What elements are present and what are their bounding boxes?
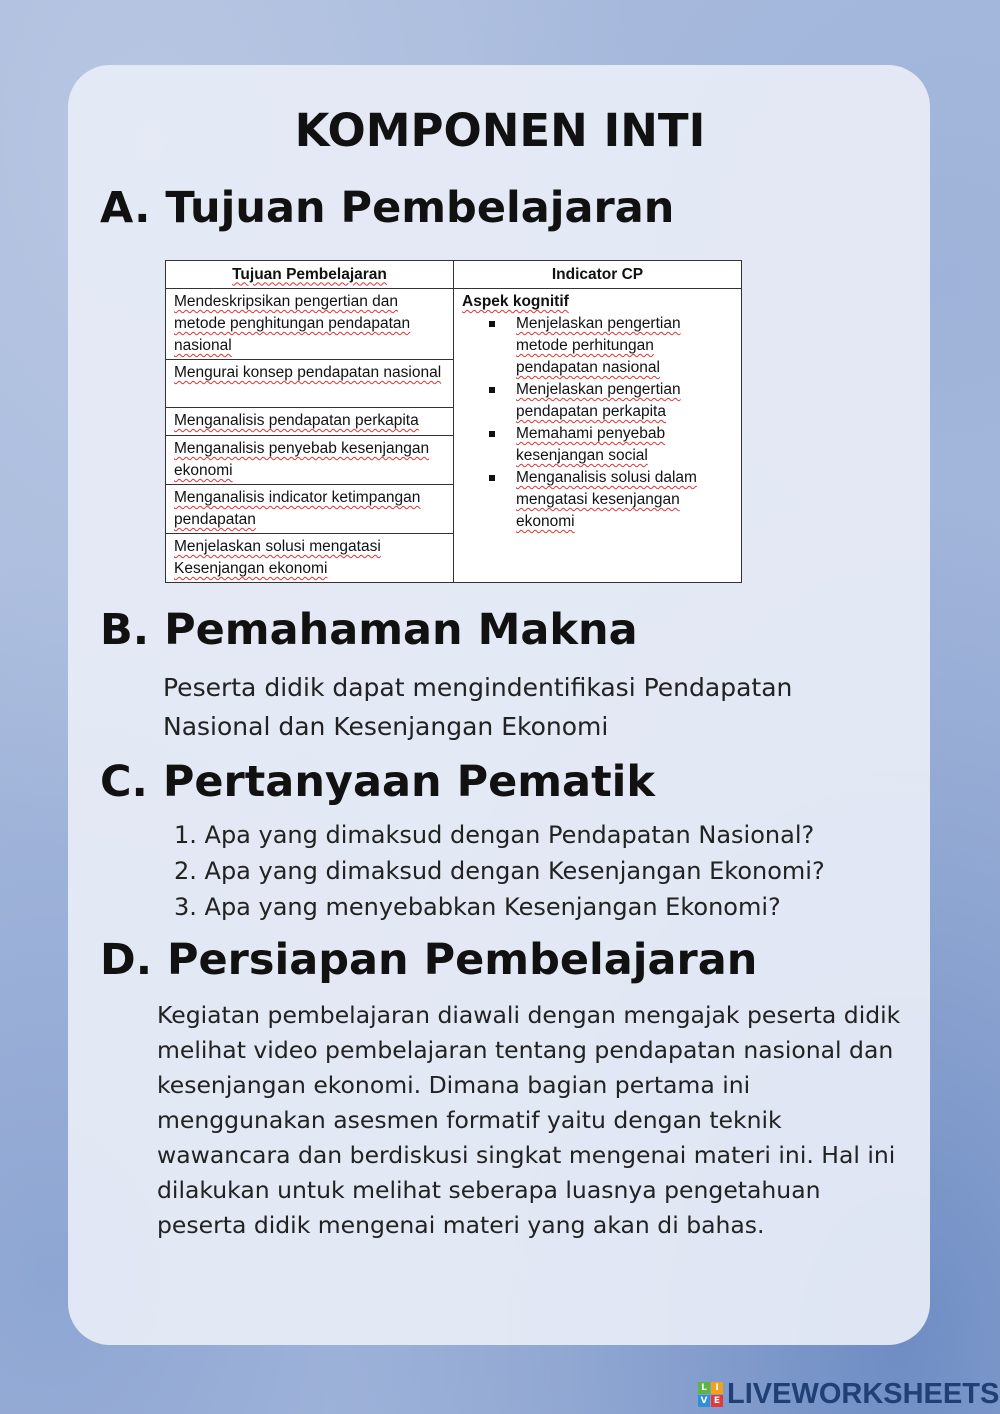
indicator-cell — [454, 289, 742, 583]
liveworksheets-logo — [698, 1378, 999, 1411]
aspect-heading: Aspek kognitif — [462, 293, 569, 310]
question-list — [174, 817, 825, 925]
section-d-heading: D. Persiapan Pembelajaran — [100, 935, 758, 985]
question-item: 2. Apa yang dimaksud dengan Kesenjangan Ekonomi? — [174, 857, 825, 885]
persiapan-text: Kegiatan pembelajaran diawali dengan mengajak peserta didik melihat video pembelajaran tentang pendapatan nasional dan kesenjangan ekonomi. Dimana bagian pertama ini menggunakan asesmen formatif yaitu dengan teknik wawancara dan berdiskusi singkat mengenai materi ini. Hal ini dilakukan untuk melihat seberapa luasnya pengetahuan peserta didik mengenai materi yang akan di bahas. — [157, 1001, 901, 1239]
objectives-table — [165, 260, 742, 583]
question-item: 3. Apa yang menyebabkan Kesenjangan Ekonomi? — [174, 893, 781, 921]
logo-icon: L I V E — [698, 1382, 723, 1407]
table-cell: Menjelaskan solusi mengatasi Kesenjangan ekonomi — [166, 534, 454, 583]
page-title: KOMPONEN INTI — [294, 104, 706, 157]
table-cell: Menganalisis indicator ketimpangan pendapatan — [166, 485, 454, 534]
section-a-heading: A. Tujuan Pembelajaran — [100, 183, 675, 233]
question-item: 1. Apa yang dimaksud dengan Pendapatan Nasional? — [174, 821, 815, 849]
table-cell: Menganalisis pendapatan perkapita — [166, 408, 454, 436]
header-tujuan: Tujuan Pembelajaran — [166, 261, 454, 289]
table-cell: Mendeskripsikan pengertian dan metode penghitungan pendapatan nasional — [166, 289, 454, 360]
list-item: Menganalisis solusi dalam mengatasi kesenjangan ekonomi — [516, 467, 733, 533]
section-c-heading: C. Pertanyaan Pematik — [100, 757, 655, 807]
header-indicator: Indicator CP — [454, 261, 742, 289]
section-b-heading: B. Pemahaman Makna — [100, 605, 638, 655]
pemahaman-text: Peserta didik dapat mengindentifikasi Pendapatan Nasional dan Kesenjangan Ekonomi — [163, 673, 793, 741]
table-cell: Mengurai konsep pendapatan nasional — [166, 360, 454, 408]
list-item: Memahami penyebab kesenjangan social — [516, 423, 733, 467]
logo-text: LIVEWORKSHEETS — [727, 1378, 1000, 1410]
table-cell: Menganalisis penyebab kesenjangan ekonomi — [166, 436, 454, 485]
list-item: Menjelaskan pengertian metode perhitungan pendapatan nasional — [516, 313, 733, 379]
list-item: Menjelaskan pengertian pendapatan perkapita — [516, 379, 733, 423]
